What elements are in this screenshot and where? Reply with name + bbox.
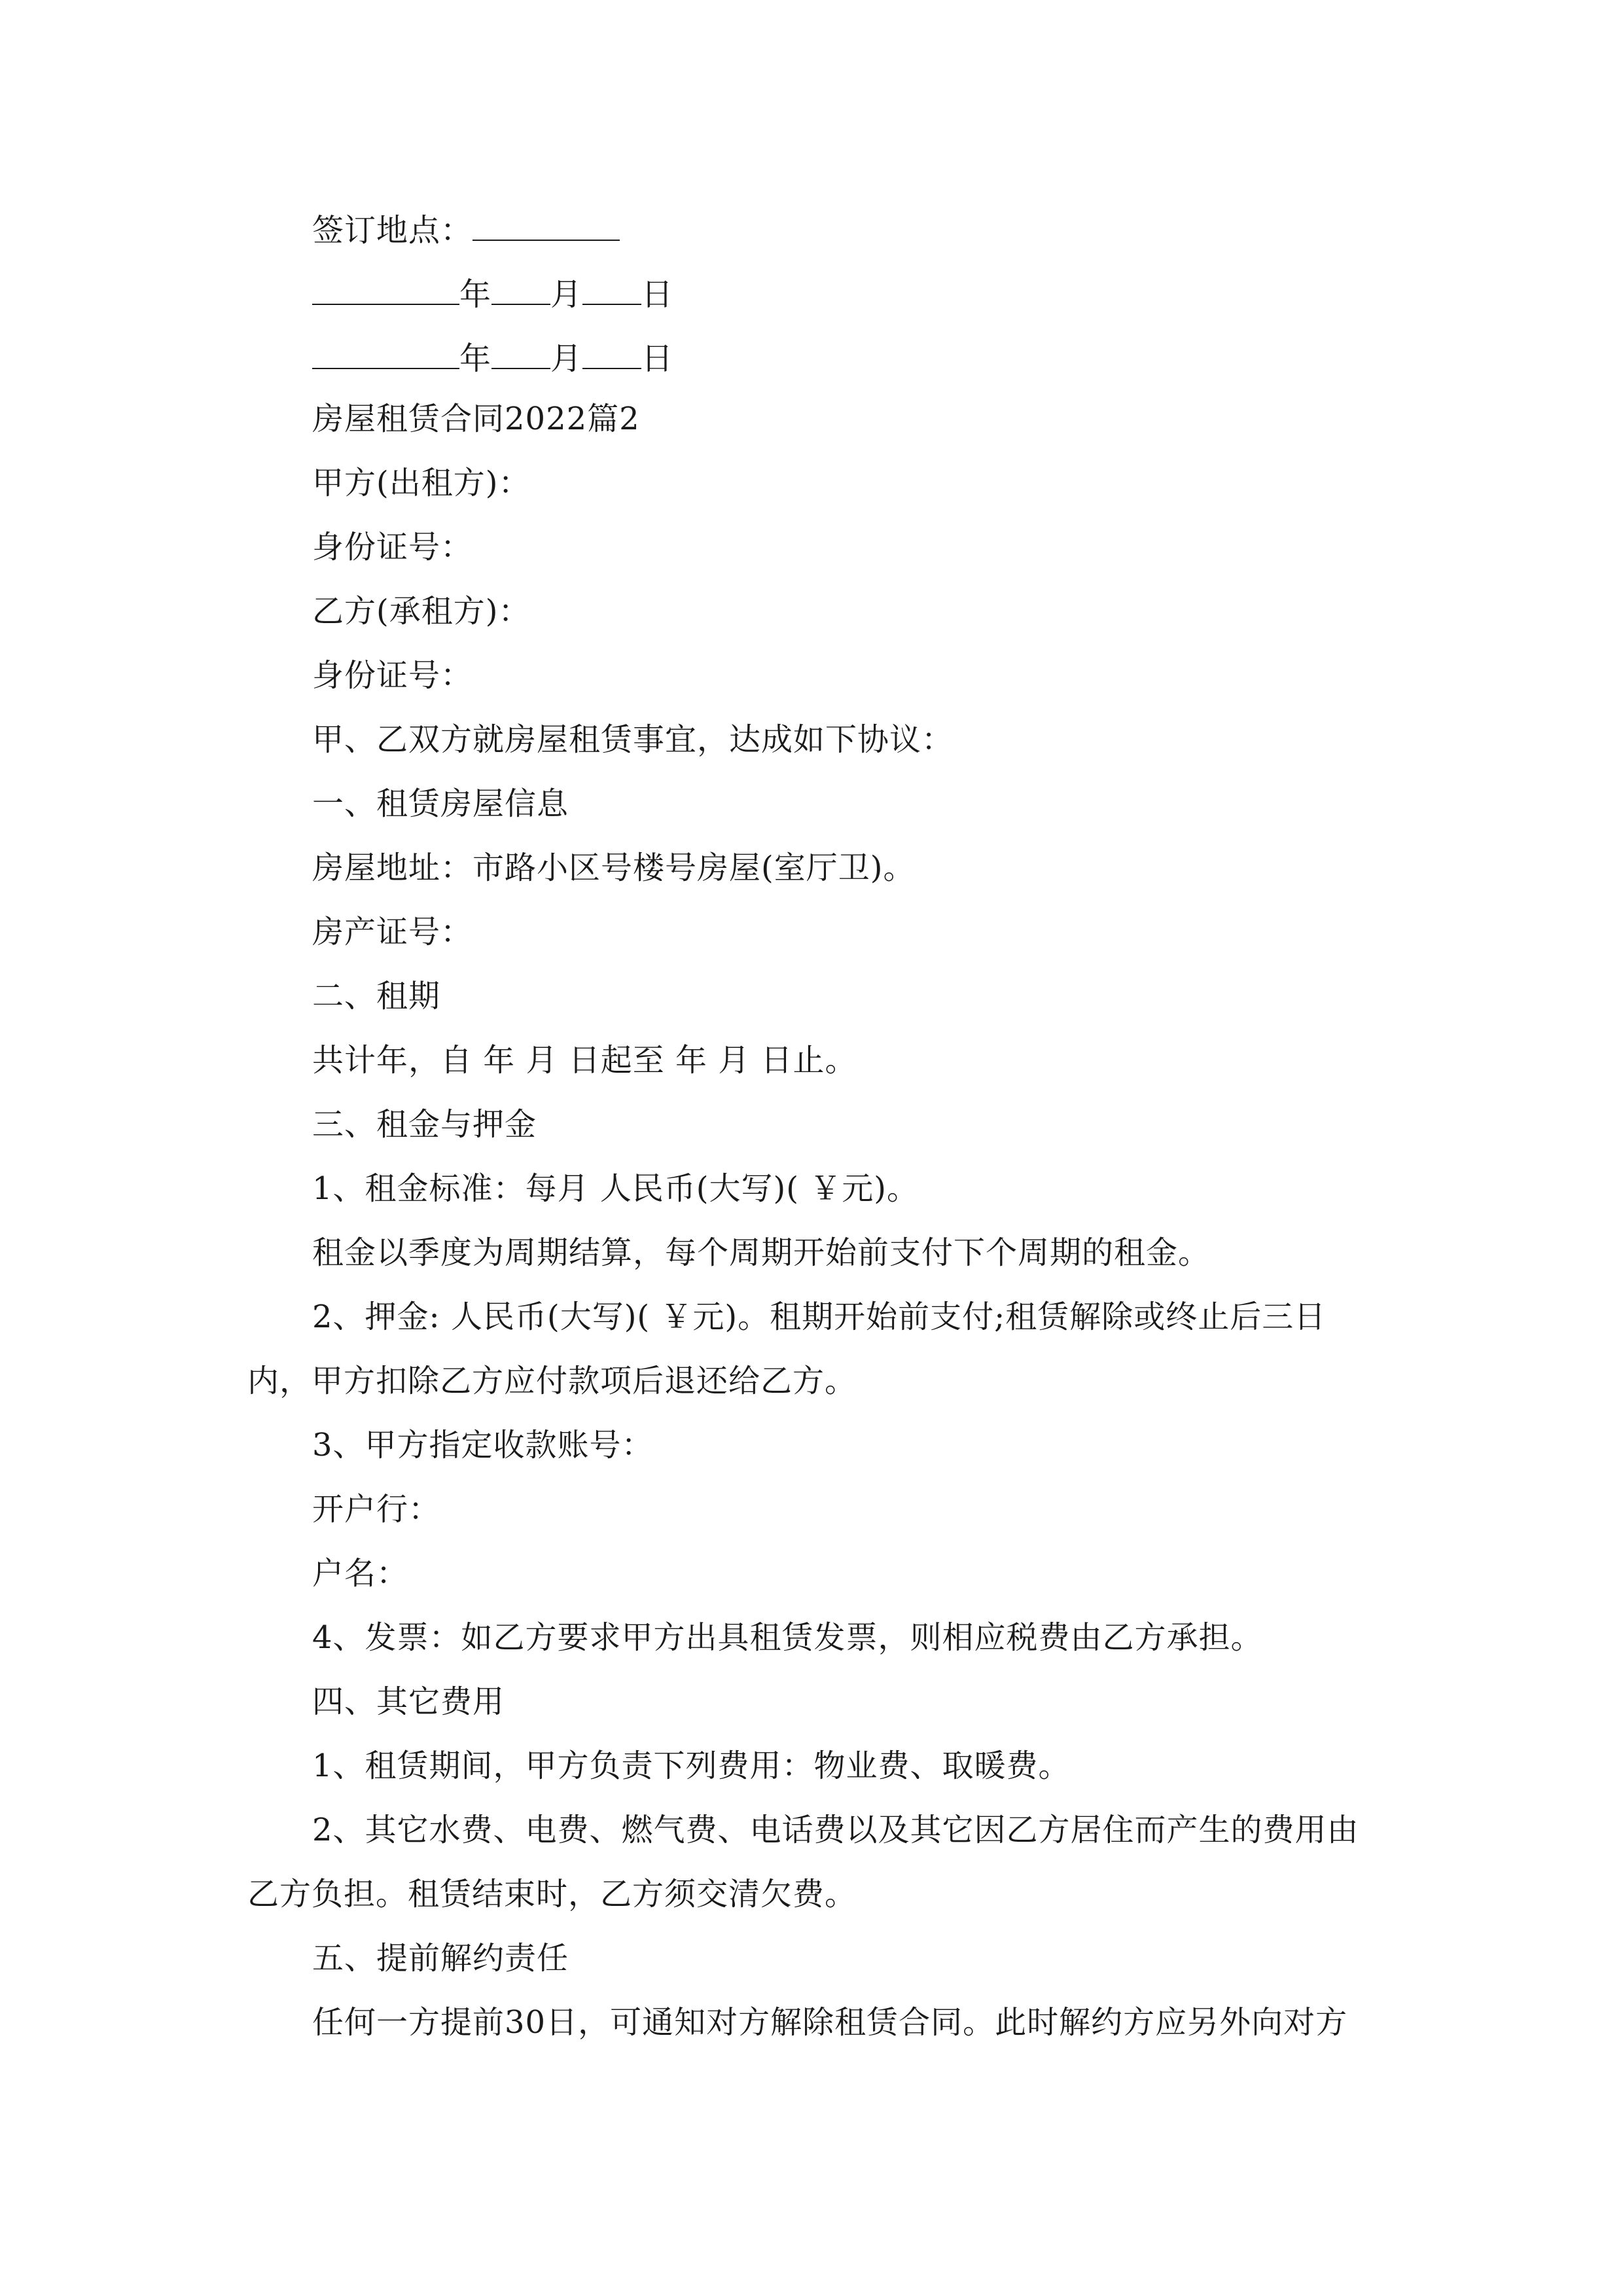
year-label: 年 xyxy=(459,340,492,377)
rent-settlement-line: 租金以季度为周期结算，每个周期开始前支付下个周期的租金。 xyxy=(312,1234,1211,1271)
day-blank xyxy=(582,339,641,369)
heading-term: 二、租期 xyxy=(312,978,441,1014)
year-label: 年 xyxy=(459,276,492,313)
heading-rent-deposit: 三、租金与押金 xyxy=(312,1106,537,1143)
party-a-id-line: 身份证号： xyxy=(312,529,473,565)
heading-other-fees: 四、其它费用 xyxy=(312,1683,505,1720)
day-blank xyxy=(582,275,641,305)
day-label: 日 xyxy=(641,276,674,313)
fees-line-1: 1、租赁期间，甲方负责下列费用：物业费、取暖费。 xyxy=(312,1748,1071,1784)
account-line: 3、甲方指定收款账号： xyxy=(312,1427,654,1463)
party-a-line: 甲方(出租方)： xyxy=(312,465,531,501)
deed-number-line: 房产证号： xyxy=(312,914,473,950)
heading-house-info: 一、租赁房屋信息 xyxy=(312,785,569,822)
bank-line: 开户行： xyxy=(312,1491,441,1528)
term-line: 共计年，自 年 月 日起至 年 月 日止。 xyxy=(312,1042,857,1079)
date-line-1 xyxy=(312,275,674,313)
signing-place-label: 签订地点： xyxy=(312,212,473,249)
date-line-2 xyxy=(312,339,674,377)
account-name-line: 户名： xyxy=(312,1555,409,1592)
heading-early-termination: 五、提前解约责任 xyxy=(312,1940,569,1977)
signing-place-blank xyxy=(473,211,620,241)
month-blank xyxy=(491,339,550,369)
party-b-id-line: 身份证号： xyxy=(312,657,473,694)
month-label: 月 xyxy=(550,276,583,313)
agreement-intro: 甲、乙双方就房屋租赁事宜，达成如下协议： xyxy=(312,721,954,758)
invoice-line: 4、发票：如乙方要求甲方出具租赁发票，则相应税费由乙方承担。 xyxy=(312,1619,1263,1656)
month-blank xyxy=(491,275,550,305)
section-heading: 房屋租赁合同2022篇2 xyxy=(312,401,640,437)
signing-place-line xyxy=(312,211,620,249)
deposit-line-1: 2、押金: 人民币(大写)( ￥元)。租期开始前支付;租赁解除或终止后三日 xyxy=(312,1299,1327,1335)
day-label: 日 xyxy=(641,340,674,377)
rent-standard-line: 1、租金标准：每月 人民币(大写)( ￥元)。 xyxy=(312,1170,919,1207)
early-termination-line: 任何一方提前30日，可通知对方解除租赁合同。此时解约方应另外向对方 xyxy=(312,2004,1348,2041)
fees-line-2b: 乙方负担。租赁结束时，乙方须交清欠费。 xyxy=(247,1876,857,1912)
deposit-line-2: 内，甲方扣除乙方应付款项后退还给乙方。 xyxy=(247,1363,857,1399)
year-blank xyxy=(312,339,459,369)
address-line: 房屋地址：市路小区号楼号房屋(室厅卫)。 xyxy=(312,850,916,886)
party-b-line: 乙方(承租方)： xyxy=(312,593,531,630)
fees-line-2a: 2、其它水费、电费、燃气费、电话费以及其它因乙方居住而产生的费用由 xyxy=(312,1812,1359,1848)
month-label: 月 xyxy=(550,340,583,377)
year-blank xyxy=(312,275,459,305)
